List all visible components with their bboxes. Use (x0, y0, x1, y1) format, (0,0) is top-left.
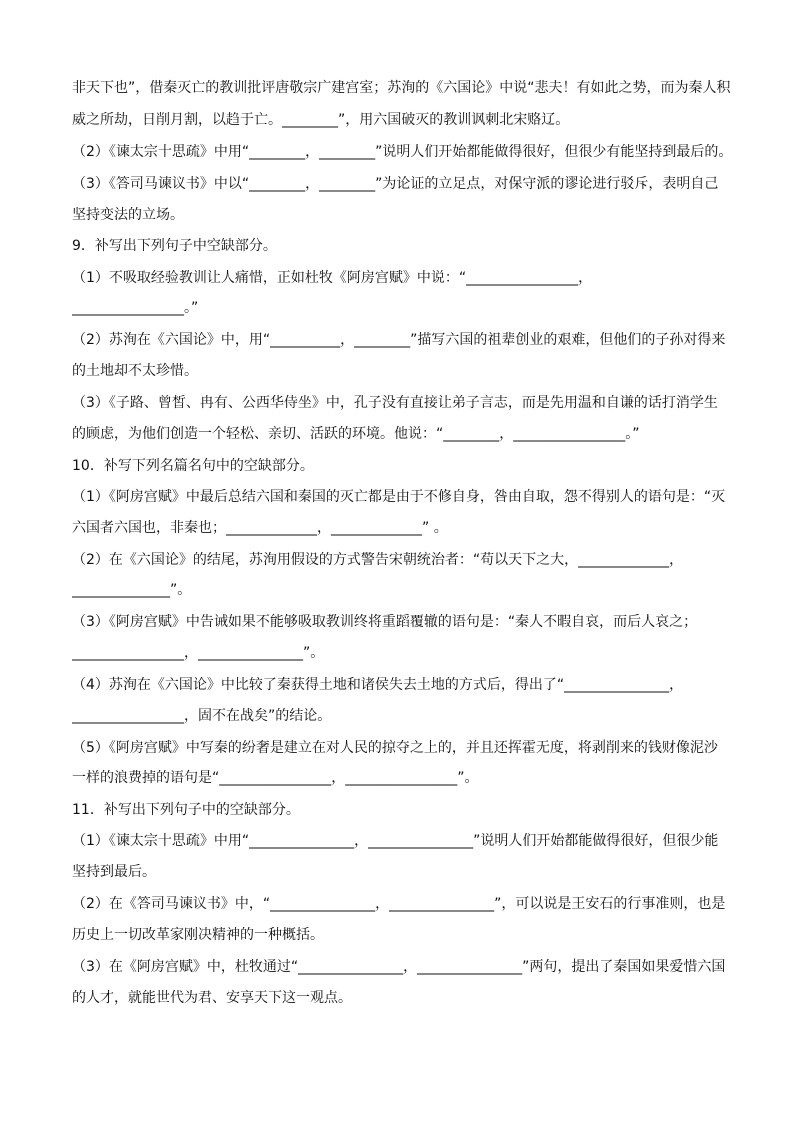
text-line: （2）苏洵在《六国论》中，用“__________，________”描写六国的祖辈创业的艰难，但他们的子孙对得来 (72, 332, 726, 348)
text-line: 的土地却不太珍惜。 (72, 363, 198, 379)
text-line: 威之所劫，日削月割，以趋于亡。________”，用六国破灭的教训讽刺北宋赂辽。 (72, 112, 570, 128)
text-line: 坚持到最后。 (72, 864, 156, 880)
text-line: ________________，固不在战矣”的结论。 (72, 708, 332, 724)
text-line: ______________”。 (72, 582, 192, 598)
text-line: （1）《谏太宗十思疏》中用“_______________，_______________”说明人们开始都能做得很好，但很少能 (72, 833, 719, 849)
text-line: ________________。” (72, 300, 199, 316)
text-line: 历史上一切改革家刚决精神的一种概括。 (72, 927, 324, 943)
text-line: 非天下也”，借秦灭亡的教训批评唐敬宗广建宫室；苏洵的《六国论》中说“悲夫！有如此之势，而为秦人积 (72, 80, 731, 96)
text-line: （2）在《六国论》的结尾，苏洵用假设的方式警告宋朝统治者：“苟以天下之大，_____________， (72, 552, 684, 568)
text-line: 坚持变法的立场。 (72, 207, 184, 223)
text-line: （2）在《答司马谏议书》中，“_______________，_______________”，可以说是王安石的行事准则，也是 (72, 896, 726, 912)
text-line: 的顾虑，为他们创造一个轻松、亲切、活跃的环境。他说：“________，________________。” (72, 426, 640, 442)
text-line: 六国者六国也，非秦也；_____________，_____________” 。 (72, 520, 448, 536)
text-line: （3）在《阿房宫赋》中，杜牧通过“_______________，_______________”两句，提出了秦国如果爱惜六国 (72, 959, 726, 975)
text-line: （5）《阿房宫赋》中写秦的纷奢是建立在对人民的掠夺之上的，并且还挥霍无度，将剥削来的钱财像泥沙 (72, 740, 718, 756)
question-heading: 10．补写下列名篇名句中的空缺部分。 (72, 458, 314, 474)
text-line: （3）《答司马谏议书》中以“________，________”为论证的立足点，对保守派的谬论进行驳斥，表明自己 (72, 176, 719, 192)
question-heading: 9．补写出下列句子中空缺部分。 (72, 238, 277, 254)
question-heading: 11．补写出下列句子中的空缺部分。 (72, 802, 300, 818)
text-line: ________________，_______________”。 (72, 645, 325, 661)
text-line: （4）苏洵在《六国论》中比较了秦获得土地和诸侯失去土地的方式后，得出了“_______________， (72, 677, 684, 693)
text-line: （3）《阿房宫赋》中告诫如果不能够吸取教训终将重蹈覆辙的语句是：“秦人不暇自哀，而后人哀之； (72, 614, 698, 630)
text-line: 一样的浪费掉的语句是“________________，________________”。 (72, 770, 479, 786)
text-line: （3）《子路、曾皙、冉有、公西华侍坐》中，孔子没有直接让弟子言志，而是先用温和自谦的话打消学生 (72, 395, 718, 411)
text-line: （1）《阿房宫赋》中最后总结六国和秦国的灭亡都是由于不修自身，咎由自取，怨不得别人的语句是：“灭 (72, 489, 726, 505)
text-line: （2）《谏太宗十思疏》中用“________，________”说明人们开始都能做得很好，但很少有能坚持到最后的。 (72, 144, 732, 160)
text-line: 的人才，就能世代为君、安享天下这一观点。 (72, 990, 352, 1006)
text-line: （1）不吸取经验教训让人痛惜，正如杜牧《阿房宫赋》中说：“________________， (72, 270, 593, 286)
